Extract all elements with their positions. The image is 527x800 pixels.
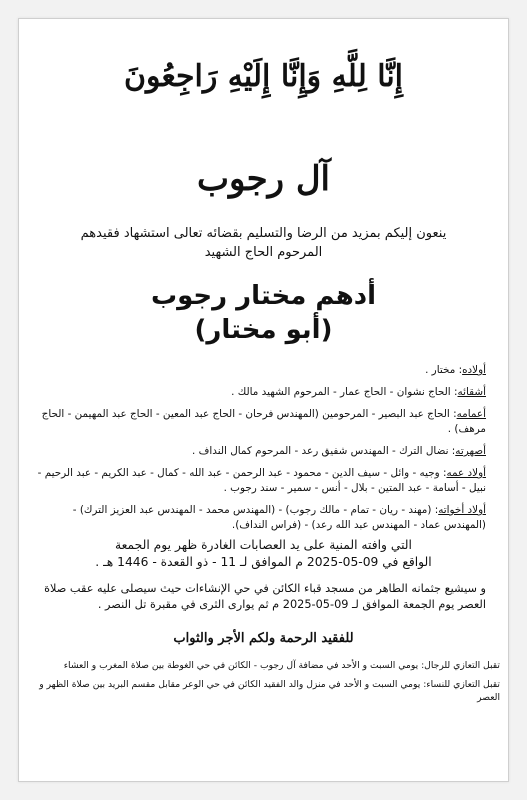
deceased-kunya: (أبو مختار) xyxy=(194,315,333,345)
death-line-1: التي وافته المنية على يد العصابات الغادرة ظهر يوم الجمعة xyxy=(115,538,412,552)
relatives-list xyxy=(33,363,486,540)
deceased-name: أدهم مختار رجوب xyxy=(150,281,377,311)
closing-prayer: للفقيد الرحمة ولكم الأجر والثواب xyxy=(173,631,354,646)
relative-entry-children xyxy=(33,363,486,378)
relative-label: أولاده xyxy=(462,364,486,376)
condolences-women: تقبل التعازي للنساء: يومي السبت و الأحد في منزل والد الفقيد الكائن في حي الوعر مقابل مقسم البريد بين صلاة الظهر و العصر xyxy=(39,679,500,703)
relative-names: : مختار . xyxy=(425,364,463,376)
relative-label: أعمامه xyxy=(456,408,486,420)
intro-line-1: ينعون إليكم بمزيد من الرضا والتسليم بقضائه تعالى استشهاد فقيدهم xyxy=(80,226,447,241)
condolences-men: تقبل التعازي للرجال: يومي السبت و الأحد في مضافة آل رجوب - الكائن في حي الغوطة بين صلاة المغرب و العشاء xyxy=(63,660,500,671)
relative-entry-uncles xyxy=(33,407,486,437)
relative-names: : وجيه - وائل - سيف الدين - محمود - عبد الرحمن - عبد الله - كمال - عبد الكريم - عبد الرحيم - نبيل - أسامة - عبد المتين - بلال - أنس - سمير - سند رجوب . xyxy=(37,467,486,494)
relative-names: : الحاج عبد البصير - المرحومين (المهندس فرحان - الحاج عبد المعين - الحاج عبد المهيمن - الحاج مرهف) . xyxy=(41,408,486,435)
family-name-title: آل رجوب xyxy=(197,159,330,199)
obituary-card xyxy=(18,18,509,782)
relative-label: أولاد عمه xyxy=(446,467,486,479)
death-line-2: الواقع في 09-05-2025 م الموافق لـ 11 - ذو القعدة - 1446 هـ . xyxy=(95,555,432,569)
condolences-info xyxy=(25,659,500,710)
relative-label: أشقائه xyxy=(457,386,486,398)
relative-entry-brothers xyxy=(33,385,486,400)
quran-verse-calligraphy: إِنَّا لِلَّهِ وَإِنَّا إِلَيْهِ رَاجِعُونَ xyxy=(123,59,404,94)
relative-entry-nephews xyxy=(33,503,486,533)
death-announcement xyxy=(39,537,488,571)
relative-names: : الحاج نشوان - الحاج عمار - المرحوم الشهيد مالك . xyxy=(231,386,458,398)
relative-entry-cousins xyxy=(33,466,486,496)
funeral-details: و سيشيع جثمانه الطاهر من مسجد قباء الكائن في حي الإنشاءات حيث سيصلى عليه عقب صلاة العصر يوم الجمعة الموافق لـ 09-05-2025 م ثم يوارى الثرى في مقبرة تل النصر . xyxy=(44,582,486,611)
intro-line-2: المرحوم الحاج الشهيد xyxy=(204,245,323,260)
relative-label: أولاد أخواته xyxy=(438,504,486,516)
relative-label: أصهرته xyxy=(455,445,486,457)
relative-entry-in-laws xyxy=(33,444,486,459)
relative-names: : نضال الترك - المهندس شفيق رعد - المرحوم كمال النداف . xyxy=(192,445,456,457)
relative-names: : (مهند - ريان - تمام - مالك رجوب) - (المهندس محمد - المهندس عبد العزيز الترك) - (المهندس عماد - المهندس عبد الله رعد) - (فراس النداف). xyxy=(72,504,486,531)
intro-text xyxy=(39,224,488,262)
